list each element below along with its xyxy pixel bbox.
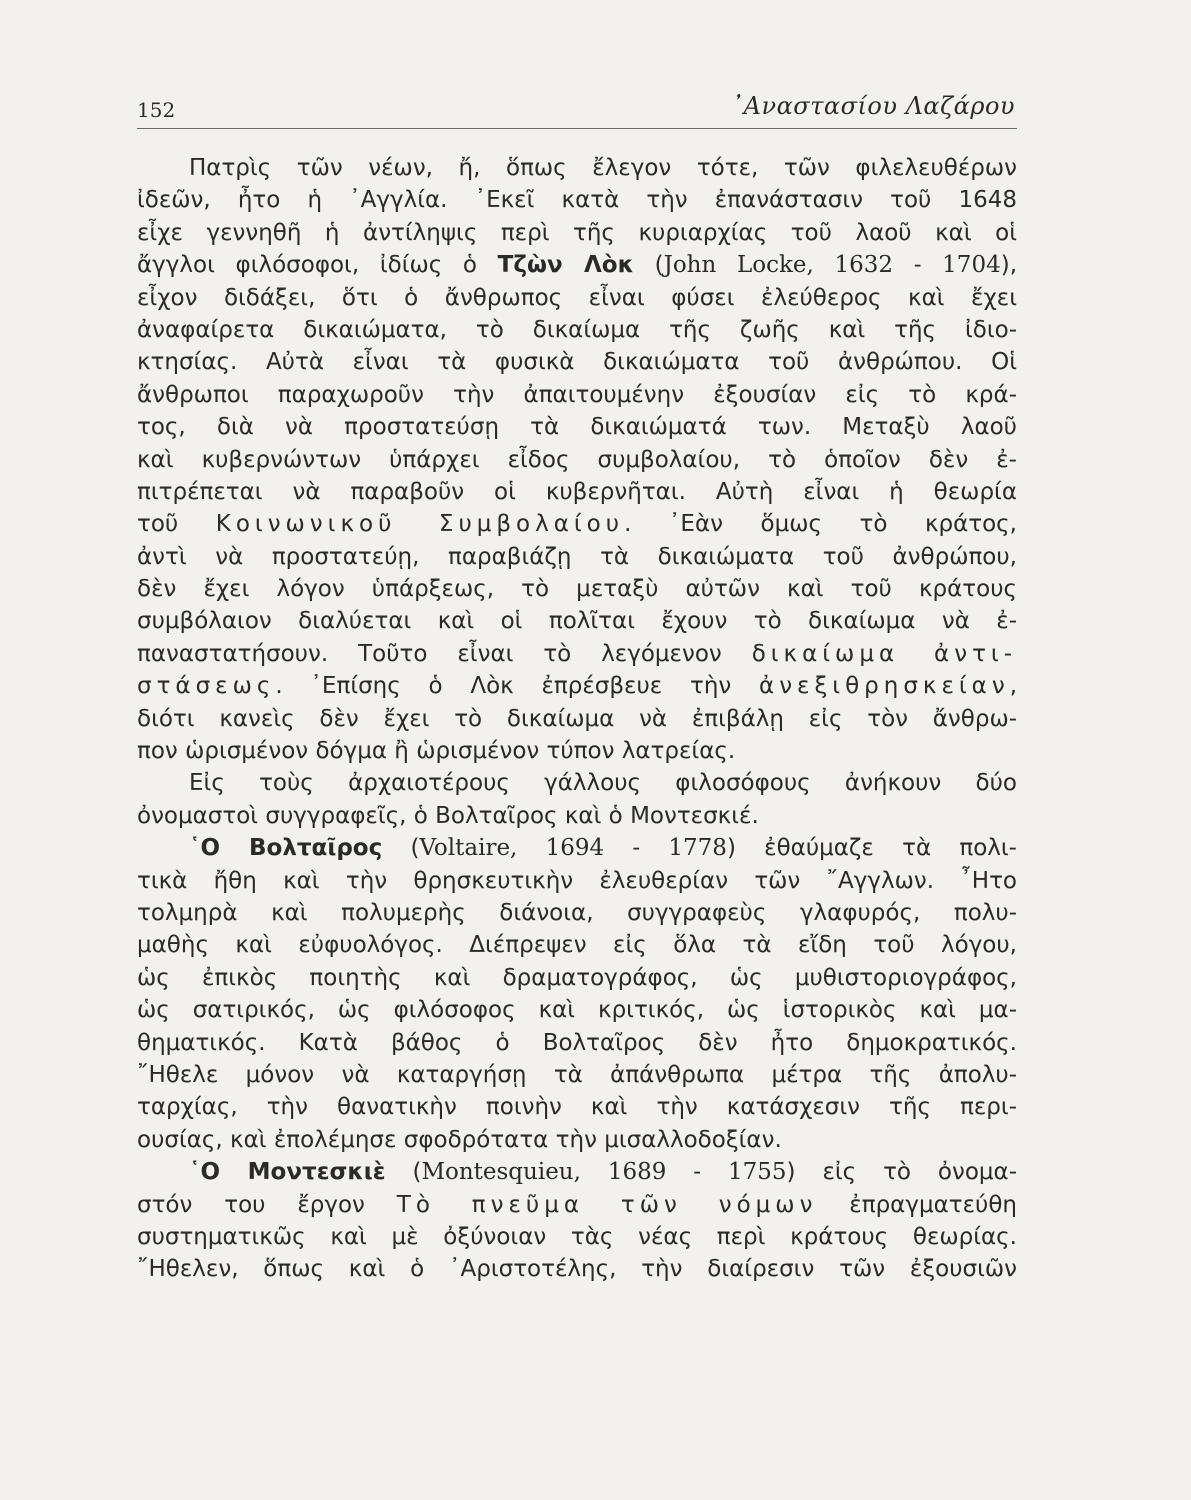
text-line: ἄνθρωποι παραχωροῦν τὴν ἀπαιτουμένην ἐξουσίαν εἰς τὸ κρά- xyxy=(137,381,1017,408)
emphasis-right-of-resistance: δικαίωμα ἀντι- xyxy=(751,640,1017,667)
name-montesquieu: ῾Ο Μοντεσκιὲ xyxy=(189,1159,386,1186)
latin-name: John Locke, 1632 - 1704 xyxy=(663,252,1001,279)
text-line: ουσίας, καὶ ἐπολέμησε σφοδρότατα τὴν μισαλλοδοξίαν. xyxy=(137,1126,782,1153)
text-line: ἀντὶ νὰ προστατεύῃ, παραβιάζῃ τὰ δικαιώματα τοῦ ἀνθρώπου, xyxy=(137,543,1017,570)
text-line: ὡς σατιρικός, ὡς φιλόσοφος καὶ κριτικός, ὡς ἱστορικὸς καὶ μα- xyxy=(137,997,1017,1024)
text-line: μαθὴς καὶ εὐφυολόγος. Διέπρεψεν εἰς ὅλα τὰ εἴδη τοῦ λόγου, xyxy=(137,932,1017,959)
page-header xyxy=(137,88,1017,129)
text-line: δὲν ἔχει λόγον ὑπάρξεως, τὸ μεταξὺ αὐτῶν καὶ τοῦ κράτους xyxy=(137,576,1017,603)
text-line: ῎Ηθελε μόνον νὰ καταργήσῃ τὰ ἀπάνθρωπα μέτρα τῆς ἀπολυ- xyxy=(137,1061,1017,1088)
text-line: διότι κανεὶς δὲν ἔχει τὸ δικαίωμα νὰ ἐπιβάλῃ εἰς τὸν ἄνθρω- xyxy=(137,705,1017,732)
text-line: ἄγγλοι φιλόσοφοι, ἰδίως ὁ Τζὼν Λὸκ (John Locke, 1632 - 1704), xyxy=(137,252,1017,279)
text-line: τικὰ ἤθη καὶ τὴν θρησκευτικὴν ἐλευθερίαν τῶν ῎Αγγλων. ῏Ητο xyxy=(137,867,1017,894)
text-line: συστηματικῶς καὶ μὲ ὀξύνοιαν τὰς νέας περὶ κράτους θεωρίας. xyxy=(137,1223,1017,1250)
text-line: ὀνομαστοὶ συγγραφεῖς, ὁ Βολταῖρος καὶ ὁ Μοντεσκιέ. xyxy=(137,802,759,829)
emphasis-spirit-of-laws: Τὸ πνεῦμα τῶν νόμων xyxy=(396,1191,818,1218)
body-text xyxy=(137,152,1017,1286)
name-locke: Τζὼν Λὸκ xyxy=(497,252,634,279)
text-line: στάσεως. ᾿Επίσης ὁ Λὸκ ἐπρέσβευε τὴν ἀνεξιθρησκείαν, xyxy=(137,673,1017,700)
emphasis-tolerance: ἀνεξιθρησκείαν xyxy=(759,673,1010,700)
text-line: τοῦ Κοινωνικοῦ Συμβολαίου. ᾿Εὰν ὅμως τὸ κράτος, xyxy=(137,511,1017,538)
text-line: παναστατήσουν. Τοῦτο εἶναι τὸ λεγόμενον δικαίωμα ἀντι- xyxy=(137,640,1017,667)
latin-name: Voltaire, 1694 - 1778 xyxy=(419,835,727,862)
text-line: ἀναφαίρετα δικαιώματα, τὸ δικαίωμα τῆς ζωῆς καὶ τῆς ἰδιο- xyxy=(137,316,1017,343)
emphasis-right-of-resistance-cont: στάσεως xyxy=(137,673,276,700)
emphasis-social-contract: Κοινωνικοῦ Συμβολαίου xyxy=(215,511,625,538)
text-line: στόν του ἔργον Τὸ πνεῦμα τῶν νόμων ἐπραγματεύθη xyxy=(137,1191,1017,1218)
text-line: ἰδεῶν, ἦτο ἡ ᾿Αγγλία. ᾿Εκεῖ κατὰ τὴν ἐπανάστασιν τοῦ 1648 xyxy=(137,187,1017,214)
text-line: Εἰς τοὺς ἀρχαιοτέρους γάλλους φιλοσόφους ἀνήκουν δύο xyxy=(189,770,1017,797)
text-line: εἶχε γεννηθῆ ἡ ἀντίληψις περὶ τῆς κυριαρχίας τοῦ λαοῦ καὶ οἱ xyxy=(137,219,1017,246)
text-line: συμβόλαιον διαλύεται καὶ οἱ πολῖται ἔχουν τὸ δικαίωμα νὰ ἐ- xyxy=(137,608,1017,635)
text-line: τος, διὰ νὰ προστατεύσῃ τὰ δικαιώματά των. Μεταξὺ λαοῦ xyxy=(137,414,1017,441)
text-line: καὶ κυβερνώντων ὑπάρχει εἶδος συμβολαίου, τὸ ὁποῖον δὲν ἐ- xyxy=(137,446,1017,473)
text-line: ταρχίας, τὴν θανατικὴν ποινὴν καὶ τὴν κατάσχεσιν τῆς περι- xyxy=(137,1094,1017,1121)
name-voltaire: ῾Ο Βολταῖρος xyxy=(189,835,383,862)
text-line: κτησίας. Αὐτὰ εἶναι τὰ φυσικὰ δικαιώματα τοῦ ἀνθρώπου. Οἱ xyxy=(137,349,1017,376)
text-line: ῎Ηθελεν, ὅπως καὶ ὁ ᾿Αριστοτέλης, τὴν διαίρεσιν τῶν ἐξουσιῶν xyxy=(137,1256,1017,1283)
text-line: ὡς ἐπικὸς ποιητὴς καὶ δραματογράφος, ὡς μυθιστοριογράφος, xyxy=(137,964,1017,991)
text-line: ῾Ο Μοντεσκιὲ (Montesquieu, 1689 - 1755) εἰς τὸ ὀνομα- xyxy=(189,1159,1017,1186)
text-line: ῾Ο Βολταῖρος (Voltaire, 1694 - 1778) ἐθαύμαζε τὰ πολι- xyxy=(189,835,1017,862)
text-line: εἶχον διδάξει, ὅτι ὁ ἄνθρωπος εἶναι φύσει ἐλεύθερος καὶ ἔχει xyxy=(137,284,1017,311)
text-line: τολμηρὰ καὶ πολυμερὴς διάνοια, συγγραφεὺς γλαφυρός, πολυ- xyxy=(137,899,1017,926)
running-head: ᾿Αναστασίου Λαζάρου xyxy=(731,92,1015,120)
text-line: πιτρέπεται νὰ παραβοῦν οἱ κυβερνῆται. Αὐτὴ εἶναι ἡ θεωρία xyxy=(137,478,1017,505)
text-line: θηματικός. Κατὰ βάθος ὁ Βολταῖρος δὲν ἦτο δημοκρατικός. xyxy=(137,1029,1017,1056)
text-line: πον ὡρισμένον δόγμα ἢ ὡρισμένον τύπον λατρείας. xyxy=(137,738,736,765)
page-number: 152 xyxy=(137,98,176,122)
latin-name: Montesquieu, 1689 - 1755 xyxy=(421,1159,787,1186)
text-line: Πατρὶς τῶν νέων, ἤ, ὅπως ἔλεγον τότε, τῶν φιλελευθέρων xyxy=(189,155,1017,181)
